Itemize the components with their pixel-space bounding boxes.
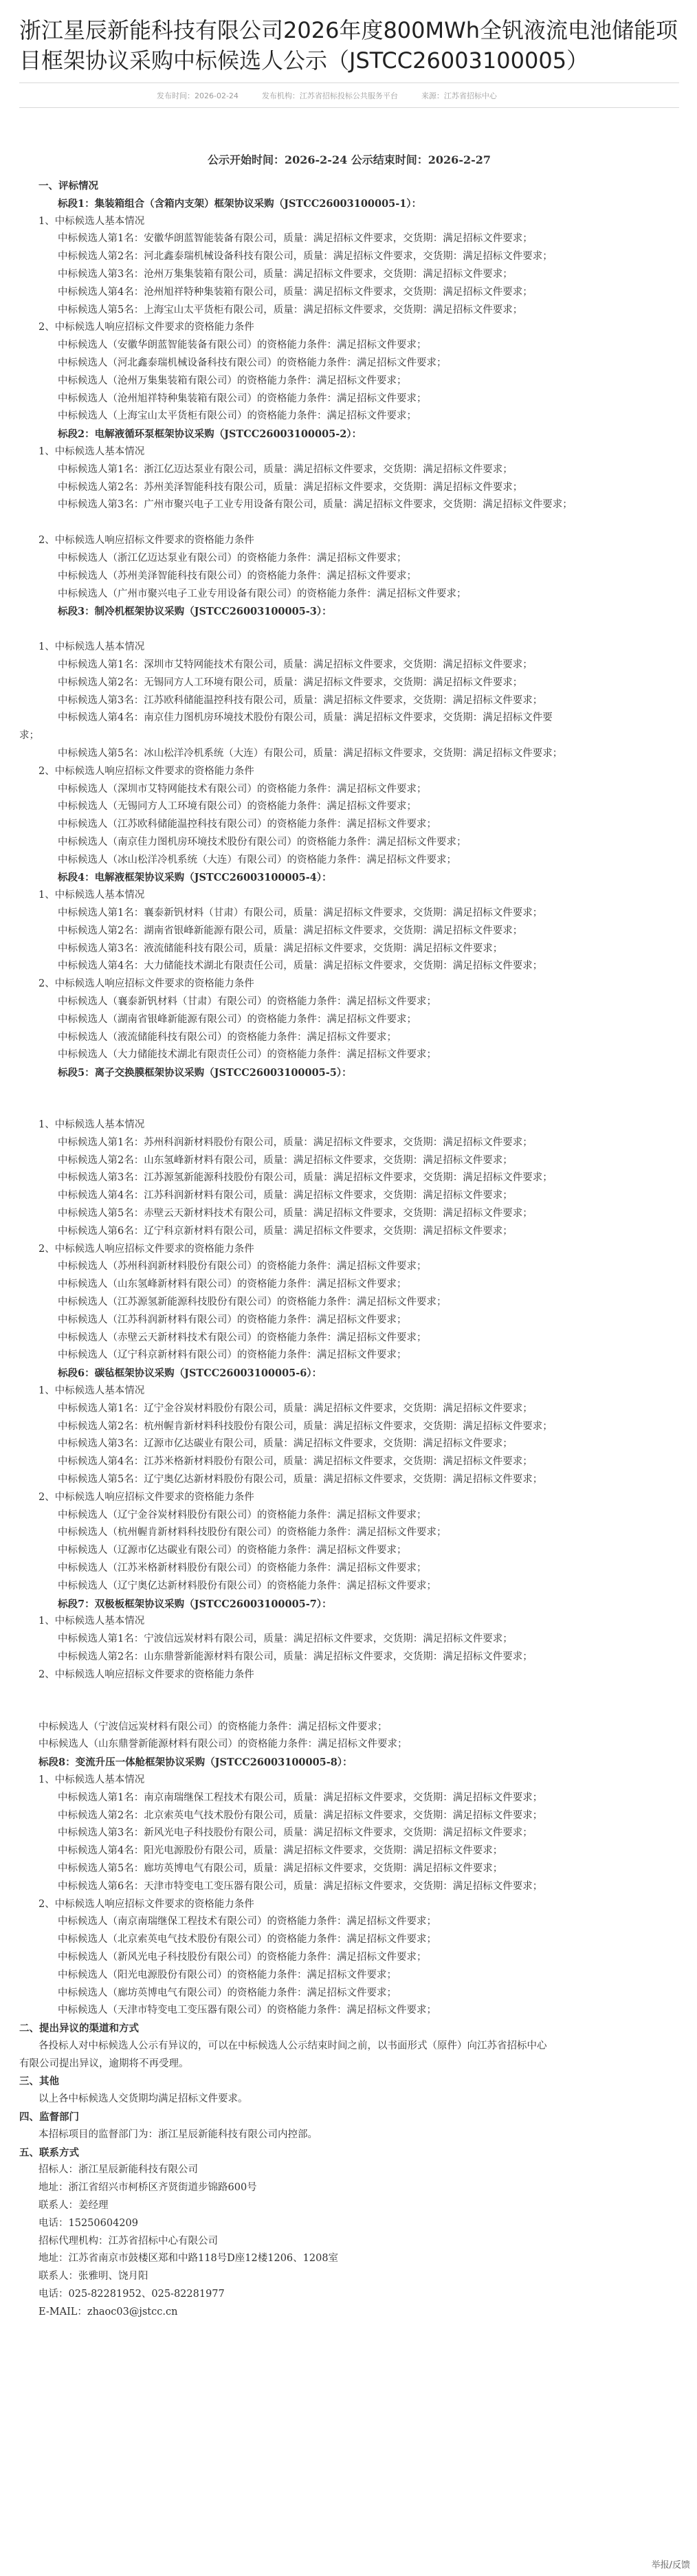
qualification-line: 中标候选人（上海宝山太平货柜有限公司）的资格能力条件：满足招标文件要求； xyxy=(58,410,417,422)
other-text: 以上各中标候选人交货期均满足招标文件要求。 xyxy=(38,2093,248,2105)
qualification-line: 中标候选人（江苏欧科储能温控科技有限公司）的资格能力条件：满足招标文件要求； xyxy=(58,819,436,830)
spacer xyxy=(19,1082,679,1116)
qualification-line: 中标候选人（南京佳力图机房环境技术股份有限公司）的资格能力条件：满足招标文件要求； xyxy=(58,836,467,848)
qualification-line: 中标候选人（江苏米格新材料股份有限公司）的资格能力条件：满足招标文件要求； xyxy=(58,1562,427,1574)
tenderer-name: 招标人：浙江星辰新能科技有限公司 xyxy=(38,2164,198,2176)
candidate-line: 中标候选人第6名：辽宁科京新材料有限公司，质量：满足招标文件要求，交货期：满足招标文件要求； xyxy=(58,1225,513,1237)
objection-text: 有限公司提出异议，逾期将不再受理。 xyxy=(19,2058,189,2069)
qualification-line: 中标候选人（北京索英电气技术股份有限公司）的资格能力条件：满足招标文件要求； xyxy=(58,1934,436,1946)
agent-email: E-MAIL：zhaoc03@jstcc.cn xyxy=(38,2306,178,2318)
qualification-line: 中标候选人（辽源市亿达碳业有限公司）的资格能力条件：满足招标文件要求； xyxy=(58,1545,407,1556)
tenderer-phone: 电话：15250604209 xyxy=(38,2217,138,2229)
candidate-line: 中标候选人第5名：冰山松洋冷机系统（大连）有限公司，质量：满足招标文件要求，交货期：满足招标文件要求； xyxy=(58,747,563,759)
candidate-line: 中标候选人第1名：浙江亿迈达泵业有限公司，质量：满足招标文件要求，交货期：满足招标文件要求； xyxy=(58,463,513,475)
qualification-line: 中标候选人（山东鼎誉新能源材料有限公司）的资格能力条件：满足招标文件要求； xyxy=(38,1739,408,1750)
candidate-line: 中标候选人第3名：广州市聚兴电子工业专用设备有限公司，质量：满足招标文件要求，交货期：满足招标文件要求； xyxy=(58,499,573,511)
subsection-heading: 1、中标候选人基本情况 xyxy=(38,215,145,227)
subsection-heading: 1、中标候选人基本情况 xyxy=(38,1385,145,1396)
qualification-line: 中标候选人（液流储能科技有限公司）的资格能力条件：满足招标文件要求； xyxy=(58,1031,397,1043)
publish-source: 发布机构：江苏省招标投标公共服务平台 xyxy=(261,91,398,100)
subsection-heading: 2、中标候选人响应招标文件要求的资格能力条件 xyxy=(38,1243,254,1255)
section-heading: 二、提出异议的渠道和方式 xyxy=(19,2023,139,2035)
qualification-line: 中标候选人（无锡同方人工环境有限公司）的资格能力条件：满足招标文件要求； xyxy=(58,801,417,813)
qualification-line: 中标候选人（赤壁云天新材料技术有限公司）的资格能力条件：满足招标文件要求； xyxy=(58,1332,427,1343)
agent-phone: 电话：025-82281952、025-82281977 xyxy=(38,2289,225,2300)
candidate-line: 中标候选人第2名：山东鼎誉新能源材料有限公司，质量：满足招标文件要求，交货期：满足招标文件要求； xyxy=(58,1651,533,1662)
candidate-line: 中标候选人第1名：安徽华朗蓝智能装备有限公司，质量：满足招标文件要求，交货期：满足招标文件要求； xyxy=(58,233,533,245)
divider-top xyxy=(19,82,679,83)
qualification-line: 中标候选人（沧州旭祥特种集装箱有限公司）的资格能力条件：满足招标文件要求； xyxy=(58,393,427,404)
objection-text: 各投标人对中标候选人公示有异议的，可以在中标候选人公示结束时间之前，以书面形式（原件）向江苏省招标中心 xyxy=(38,2040,547,2051)
qualification-line: 中标候选人（南京南瑞继保工程技术有限公司）的资格能力条件：满足招标文件要求； xyxy=(58,1916,436,1928)
publish-date: 发布时间：2026-02-24 xyxy=(157,91,239,100)
tenderer-address: 地址：浙江省绍兴市柯桥区齐贤街道步锦路600号 xyxy=(38,2182,257,2194)
candidate-line: 中标候选人第2名：杭州幄肯新材料科技股份有限公司，质量：满足招标文件要求，交货期：满足招标文件要求； xyxy=(58,1420,553,1432)
candidate-line: 中标候选人第1名：辽宁金谷炭材料股份有限公司，质量：满足招标文件要求，交货期：满足招标文件要求； xyxy=(58,1402,533,1414)
lot-title: 标段6：碳毡框架协议采购（JSTCC26003100005-6）： xyxy=(58,1367,322,1380)
candidate-line: 中标候选人第2名：山东氢峰新材料有限公司，质量：满足招标文件要求，交货期：满足招标文件要求； xyxy=(58,1154,513,1166)
agent-address: 地址：江苏省南京市鼓楼区郑和中路118号D座12楼1206、1208室 xyxy=(38,2253,339,2265)
lot-title: 标段8：变流升压一体舱框架协议采购（JSTCC26003100005-8）： xyxy=(38,1757,353,1769)
section-heading: 一、评标情况 xyxy=(38,180,98,192)
candidate-line: 中标候选人第3名：新风光电子科技股份有限公司，质量：满足招标文件要求，交货期：满足招标文件要求； xyxy=(58,1827,533,1839)
subsection-heading: 1、中标候选人基本情况 xyxy=(38,1774,145,1785)
qualification-line: 中标候选人（宁波信远炭材料有限公司）的资格能力条件：满足招标文件要求； xyxy=(38,1721,388,1732)
section-heading: 三、其他 xyxy=(19,2076,59,2088)
subsection-heading: 1、中标候选人基本情况 xyxy=(38,641,145,653)
candidate-line: 中标候选人第4名：沧州旭祥特种集装箱有限公司，质量：满足招标文件要求，交货期：满足招标文件要求； xyxy=(58,286,533,298)
lot-title: 标段2：电解液循环泵框架协议采购（JSTCC26003100005-2）： xyxy=(58,428,362,441)
lot-title: 标段4：电解液框架协议采购（JSTCC26003100005-4）： xyxy=(58,872,332,884)
qualification-line: 中标候选人（河北鑫泰瑞机械设备科技有限公司）的资格能力条件：满足招标文件要求； xyxy=(58,357,447,368)
qualification-line: 中标候选人（湖南省银峰新能源有限公司）的资格能力条件：满足招标文件要求； xyxy=(58,1013,417,1025)
candidate-line: 中标候选人第5名：赤壁云天新材料技术有限公司，质量：满足招标文件要求，交货期：满足招标文件要求； xyxy=(58,1208,533,1220)
candidate-line: 中标候选人第4名：南京佳力图机房环境技术股份有限公司，质量：满足招标文件要求，交货期：满足招标文件要 xyxy=(58,712,553,724)
qualification-line: 中标候选人（山东氢峰新材料有限公司）的资格能力条件：满足招标文件要求； xyxy=(58,1279,407,1290)
qualification-line: 中标候选人（大力储能技术湖北有限责任公司）的资格能力条件：满足招标文件要求； xyxy=(58,1049,436,1061)
agent-name: 招标代理机构：江苏省招标中心有限公司 xyxy=(38,2235,218,2247)
qualification-line: 中标候选人（广州市聚兴电子工业专用设备有限公司）的资格能力条件：满足招标文件要求； xyxy=(58,588,467,599)
supervision-text: 本招标项目的监督部门为：浙江星辰新能科技有限公司内控部。 xyxy=(38,2128,318,2140)
candidate-line: 中标候选人第6名：天津市特变电工变压器有限公司，质量：满足招标文件要求，交货期：满足招标文件要求； xyxy=(58,1880,543,1892)
meta-bar xyxy=(19,85,679,106)
section-heading: 五、联系方式 xyxy=(19,2146,79,2159)
candidate-line: 中标候选人第1名：宁波信远炭材料有限公司，质量：满足招标文件要求，交货期：满足招标文件要求； xyxy=(58,1633,513,1645)
qualification-line: 中标候选人（襄泰新钒材料（甘肃）有限公司）的资格能力条件：满足招标文件要求； xyxy=(58,996,436,1008)
subsection-heading: 2、中标候选人响应招标文件要求的资格能力条件 xyxy=(38,322,254,333)
divider-bottom xyxy=(19,107,679,108)
candidate-line: 中标候选人第2名：苏州美泽智能科技有限公司，质量：满足招标文件要求，交货期：满足招标文件要求； xyxy=(58,481,523,493)
spacer xyxy=(19,1684,679,1719)
qualification-line: 中标候选人（天津市特变电工变压器有限公司）的资格能力条件：满足招标文件要求； xyxy=(58,2005,436,2016)
subsection-heading: 1、中标候选人基本情况 xyxy=(38,1119,145,1131)
qualification-line: 中标候选人（深圳市艾特网能技术有限公司）的资格能力条件：满足招标文件要求； xyxy=(58,783,427,795)
subsection-heading: 2、中标候选人响应招标文件要求的资格能力条件 xyxy=(38,1898,254,1910)
lot-title: 标段7：双极板框架协议采购（JSTCC26003100005-7）： xyxy=(58,1598,332,1610)
spacer xyxy=(19,514,679,532)
candidate-line: 中标候选人第5名：廊坊英博电气有限公司，质量：满足招标文件要求，交货期：满足招标文件要求； xyxy=(58,1862,503,1874)
qualification-line: 中标候选人（阳光电源股份有限公司）的资格能力条件：满足招标文件要求； xyxy=(58,1969,397,1981)
section-heading: 四、监督部门 xyxy=(19,2111,79,2124)
candidate-line: 中标候选人第3名：辽源市亿达碳业有限公司，质量：满足招标文件要求，交货期：满足招标文件要求； xyxy=(58,1438,513,1450)
candidate-line: 中标候选人第3名：江苏欧科储能温控科技有限公司，质量：满足招标文件要求，交货期：满足招标文件要求； xyxy=(58,694,543,706)
candidate-line: 中标候选人第1名：襄泰新钒材料（甘肃）有限公司，质量：满足招标文件要求，交货期：满足招标文件要求； xyxy=(58,907,543,919)
publisher: 来源：江苏省招标中心 xyxy=(421,91,497,100)
candidate-line-wrap: 求； xyxy=(19,730,39,742)
candidate-line: 中标候选人第4名：江苏米格新材料股份有限公司，质量：满足招标文件要求，交货期：满足招标文件要求； xyxy=(58,1456,533,1468)
candidate-line: 中标候选人第2名：无锡同方人工环境有限公司，质量：满足招标文件要求，交货期：满足招标文件要求； xyxy=(58,676,523,688)
qualification-line: 中标候选人（苏州科润新材料股份有限公司）的资格能力条件：满足招标文件要求； xyxy=(58,1261,427,1273)
lot-title: 标段3：制冷机框架协议采购（JSTCC26003100005-3）： xyxy=(58,606,332,618)
qualification-line: 中标候选人（江苏科润新材料有限公司）的资格能力条件：满足招标文件要求； xyxy=(58,1314,407,1325)
qualification-line: 中标候选人（浙江亿迈达泵业有限公司）的资格能力条件：满足招标文件要求； xyxy=(58,552,407,564)
qualification-line: 中标候选人（江苏源氢新能源科技股份有限公司）的资格能力条件：满足招标文件要求； xyxy=(58,1297,447,1308)
lot-title: 标段5：离子交换膜框架协议采购（JSTCC26003100005-5）： xyxy=(58,1067,352,1079)
spacer xyxy=(19,621,679,639)
qualification-line: 中标候选人（新风光电子科技股份有限公司）的资格能力条件：满足招标文件要求； xyxy=(58,1951,427,1963)
qualification-line: 中标候选人（杭州幄肯新材料科技股份有限公司）的资格能力条件：满足招标文件要求； xyxy=(58,1527,447,1539)
qualification-line: 中标候选人（安徽华朗蓝智能装备有限公司）的资格能力条件：满足招标文件要求； xyxy=(58,340,427,351)
qualification-line: 中标候选人（辽宁金谷炭材料股份有限公司）的资格能力条件：满足招标文件要求； xyxy=(58,1509,427,1521)
subsection-heading: 1、中标候选人基本情况 xyxy=(38,1616,145,1627)
candidate-line: 中标候选人第2名：湖南省银峰新能源有限公司，质量：满足招标文件要求，交货期：满足招标文件要求； xyxy=(58,925,523,936)
subsection-heading: 1、中标候选人基本情况 xyxy=(38,890,145,901)
publicity-period: 公示开始时间：2026-2-24 公示结束时间：2026-2-27 xyxy=(208,153,491,166)
candidate-line: 中标候选人第2名：河北鑫泰瑞机械设备科技有限公司，质量：满足招标文件要求，交货期：满足招标文件要求； xyxy=(58,251,553,263)
subsection-heading: 2、中标候选人响应招标文件要求的资格能力条件 xyxy=(38,535,254,547)
candidate-line: 中标候选人第3名：液流储能科技有限公司，质量：满足招标文件要求，交货期：满足招标文件要求； xyxy=(58,943,503,954)
tenderer-contact: 联系人：姜经理 xyxy=(38,2200,109,2212)
qualification-line: 中标候选人（辽宁科京新材料有限公司）的资格能力条件：满足招标文件要求； xyxy=(58,1350,407,1361)
agent-contact: 联系人：张雅明、饶月阳 xyxy=(38,2271,148,2282)
lot-title: 标段1：集装箱组合（含箱内支架）框架协议采购（JSTCC26003100005-1）： xyxy=(58,197,422,210)
subsection-heading: 1、中标候选人基本情况 xyxy=(38,445,145,457)
subsection-heading: 2、中标候选人响应招标文件要求的资格能力条件 xyxy=(38,1491,254,1503)
candidate-line: 中标候选人第1名：深圳市艾特网能技术有限公司，质量：满足招标文件要求，交货期：满足招标文件要求； xyxy=(58,659,533,670)
candidate-line: 中标候选人第4名：阳光电源股份有限公司，质量：满足招标文件要求，交货期：满足招标文件要求； xyxy=(58,1845,503,1857)
candidate-line: 中标候选人第5名：上海宝山太平货柜有限公司，质量：满足招标文件要求，交货期：满足招标文件要求； xyxy=(58,304,523,316)
page-title: 浙江星辰新能科技有限公司2026年度800MWh全钒液流电池储能项目框架协议采购中标候选人公示（JSTCC26003100005） xyxy=(19,17,678,74)
candidate-line: 中标候选人第5名：辽宁奥亿达新材料股份有限公司，质量：满足招标文件要求，交货期：满足招标文件要求； xyxy=(58,1473,543,1485)
announcement-body xyxy=(19,151,679,2322)
qualification-line: 中标候选人（冰山松洋冷机系统（大连）有限公司）的资格能力条件：满足招标文件要求； xyxy=(58,854,456,866)
qualification-line: 中标候选人（苏州美泽智能科技有限公司）的资格能力条件：满足招标文件要求； xyxy=(58,570,417,582)
candidate-line: 中标候选人第1名：南京南瑞继保工程技术有限公司，质量：满足招标文件要求，交货期：满足招标文件要求； xyxy=(58,1792,543,1803)
candidate-line: 中标候选人第2名：北京索英电气技术股份有限公司，质量：满足招标文件要求，交货期：满足招标文件要求； xyxy=(58,1809,543,1821)
candidate-line: 中标候选人第4名：江苏科润新材料有限公司，质量：满足招标文件要求，交货期：满足招标文件要求； xyxy=(58,1190,513,1202)
candidate-line: 中标候选人第1名：苏州科润新材料股份有限公司，质量：满足招标文件要求，交货期：满足招标文件要求； xyxy=(58,1136,533,1148)
candidate-line: 中标候选人第4名：大力储能技术湖北有限责任公司，质量：满足招标文件要求，交货期：满足招标文件要求； xyxy=(58,960,543,972)
subsection-heading: 2、中标候选人响应招标文件要求的资格能力条件 xyxy=(38,765,254,777)
candidate-line: 中标候选人第3名：江苏源氢新能源科技股份有限公司，质量：满足招标文件要求，交货期：满足招标文件要求； xyxy=(58,1172,553,1184)
qualification-line: 中标候选人（沧州万集集装箱有限公司）的资格能力条件：满足招标文件要求； xyxy=(58,375,407,386)
subsection-heading: 2、中标候选人响应招标文件要求的资格能力条件 xyxy=(38,1669,254,1680)
qualification-line: 中标候选人（辽宁奥亿达新材料股份有限公司）的资格能力条件：满足招标文件要求； xyxy=(58,1580,436,1592)
report-feedback-link[interactable]: 举报/反馈 xyxy=(651,2560,690,2571)
qualification-line: 中标候选人（廊坊英博电气有限公司）的资格能力条件：满足招标文件要求； xyxy=(58,1987,397,1999)
subsection-heading: 2、中标候选人响应招标文件要求的资格能力条件 xyxy=(38,978,254,990)
candidate-line: 中标候选人第3名：沧州万集集装箱有限公司，质量：满足招标文件要求，交货期：满足招标文件要求； xyxy=(58,268,513,280)
